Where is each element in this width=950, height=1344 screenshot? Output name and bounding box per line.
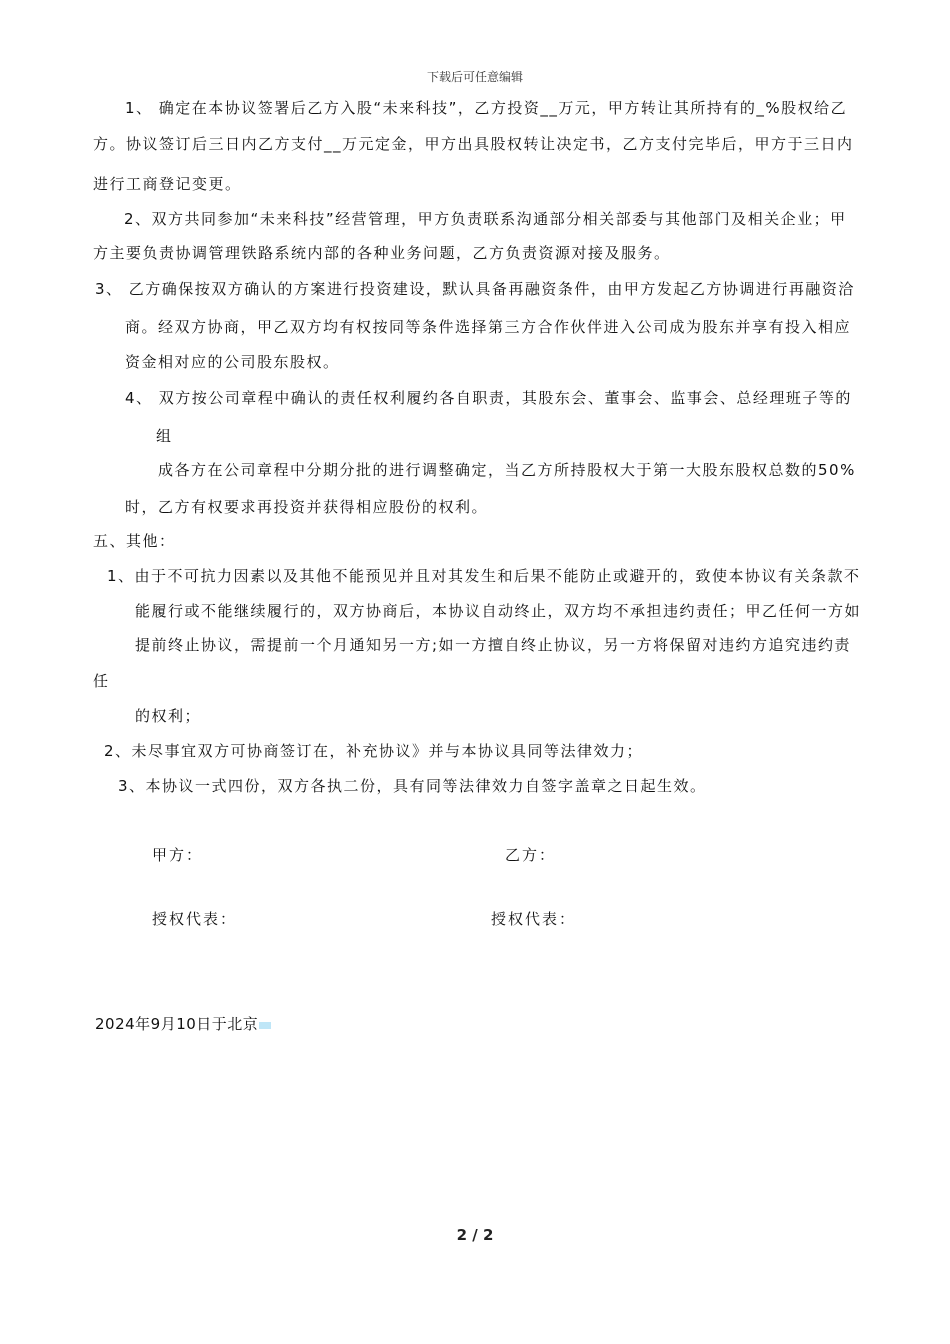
signing-date: [95, 1013, 271, 1034]
party-b-representative-label: 授权代表：: [491, 910, 577, 928]
clause-line: 能履行或不能继续履行的，双方协商后，本协议自动终止，双方均不承担违约责任；甲乙任何一方如: [135, 602, 862, 620]
clause-line: 组: [156, 427, 173, 445]
clause-line: 4、 双方按公司章程中确认的责任权利履约各自职责，其股东会、董事会、监事会、总经理班子等的: [125, 389, 852, 407]
party-b-label: 乙方：: [505, 846, 557, 864]
signing-date-text: 2024年9月10日于北京: [95, 1015, 259, 1033]
clause-line: 提前终止协议，需提前一个月通知另一方;如一方擅自终止协议，另一方将保留对违约方追究违约责: [135, 636, 852, 654]
clause-line: 任: [93, 672, 110, 690]
clause-line: 资金相对应的公司股东股权。: [125, 353, 340, 371]
clause-line: 2、双方共同参加“未来科技”经营管理，甲方负责联系沟通部分相关部委与其他部门及相关企业；甲: [124, 210, 847, 228]
clause-line: 进行工商登记变更。: [93, 175, 242, 193]
clause-line: 方主要负责协调管理铁路系统内部的各种业务问题，乙方负责资源对接及服务。: [93, 244, 671, 262]
section-heading: 五、其他：: [93, 532, 176, 550]
clause-line: 的权利；: [135, 707, 202, 725]
clause-line: 商。经双方协商，甲乙双方均有权按同等条件选择第三方合作伙伴进入公司成为股东并享有投入相应: [125, 318, 852, 336]
clause-line: 1、由于不可抗力因素以及其他不能预见并且对其发生和后果不能防止或避开的，致使本协议有关条款不: [107, 567, 861, 585]
clause-line: 2、未尽事宜双方可协商签订在，补充协议》并与本协议具同等法律效力；: [104, 742, 644, 760]
party-a-label: 甲方：: [152, 846, 204, 864]
clause-line: 成各方在公司章程中分期分批的进行调整确定，当乙方所持股权大于第一大股东股权总数的50%: [158, 461, 856, 479]
clause-line: 时，乙方有权要求再投资并获得相应股份的权利。: [125, 498, 489, 516]
clause-line: 3、本协议一式四份，双方各执二份，具有同等法律效力自签字盖章之日起生效。: [118, 777, 707, 795]
clause-line: 3、 乙方确保按双方确认的方案进行投资建设，默认具备再融资条件，由甲方发起乙方协调进行再融资洽: [95, 280, 855, 298]
clause-line: 方。协议签订后三日内乙方支付__万元定金，甲方出具股权转让决定书，乙方支付完毕后，甲方于三日内: [93, 135, 854, 153]
page-number: 2 / 2: [456, 1226, 494, 1244]
clause-line: 1、 确定在本协议签署后乙方入股“未来科技”，乙方投资__万元，甲方转让其所持有的_%股权给乙: [125, 99, 848, 117]
highlight-mark: [259, 1022, 271, 1029]
page-header-note: 下载后可任意编辑: [426, 70, 523, 84]
party-a-representative-label: 授权代表：: [152, 910, 238, 928]
